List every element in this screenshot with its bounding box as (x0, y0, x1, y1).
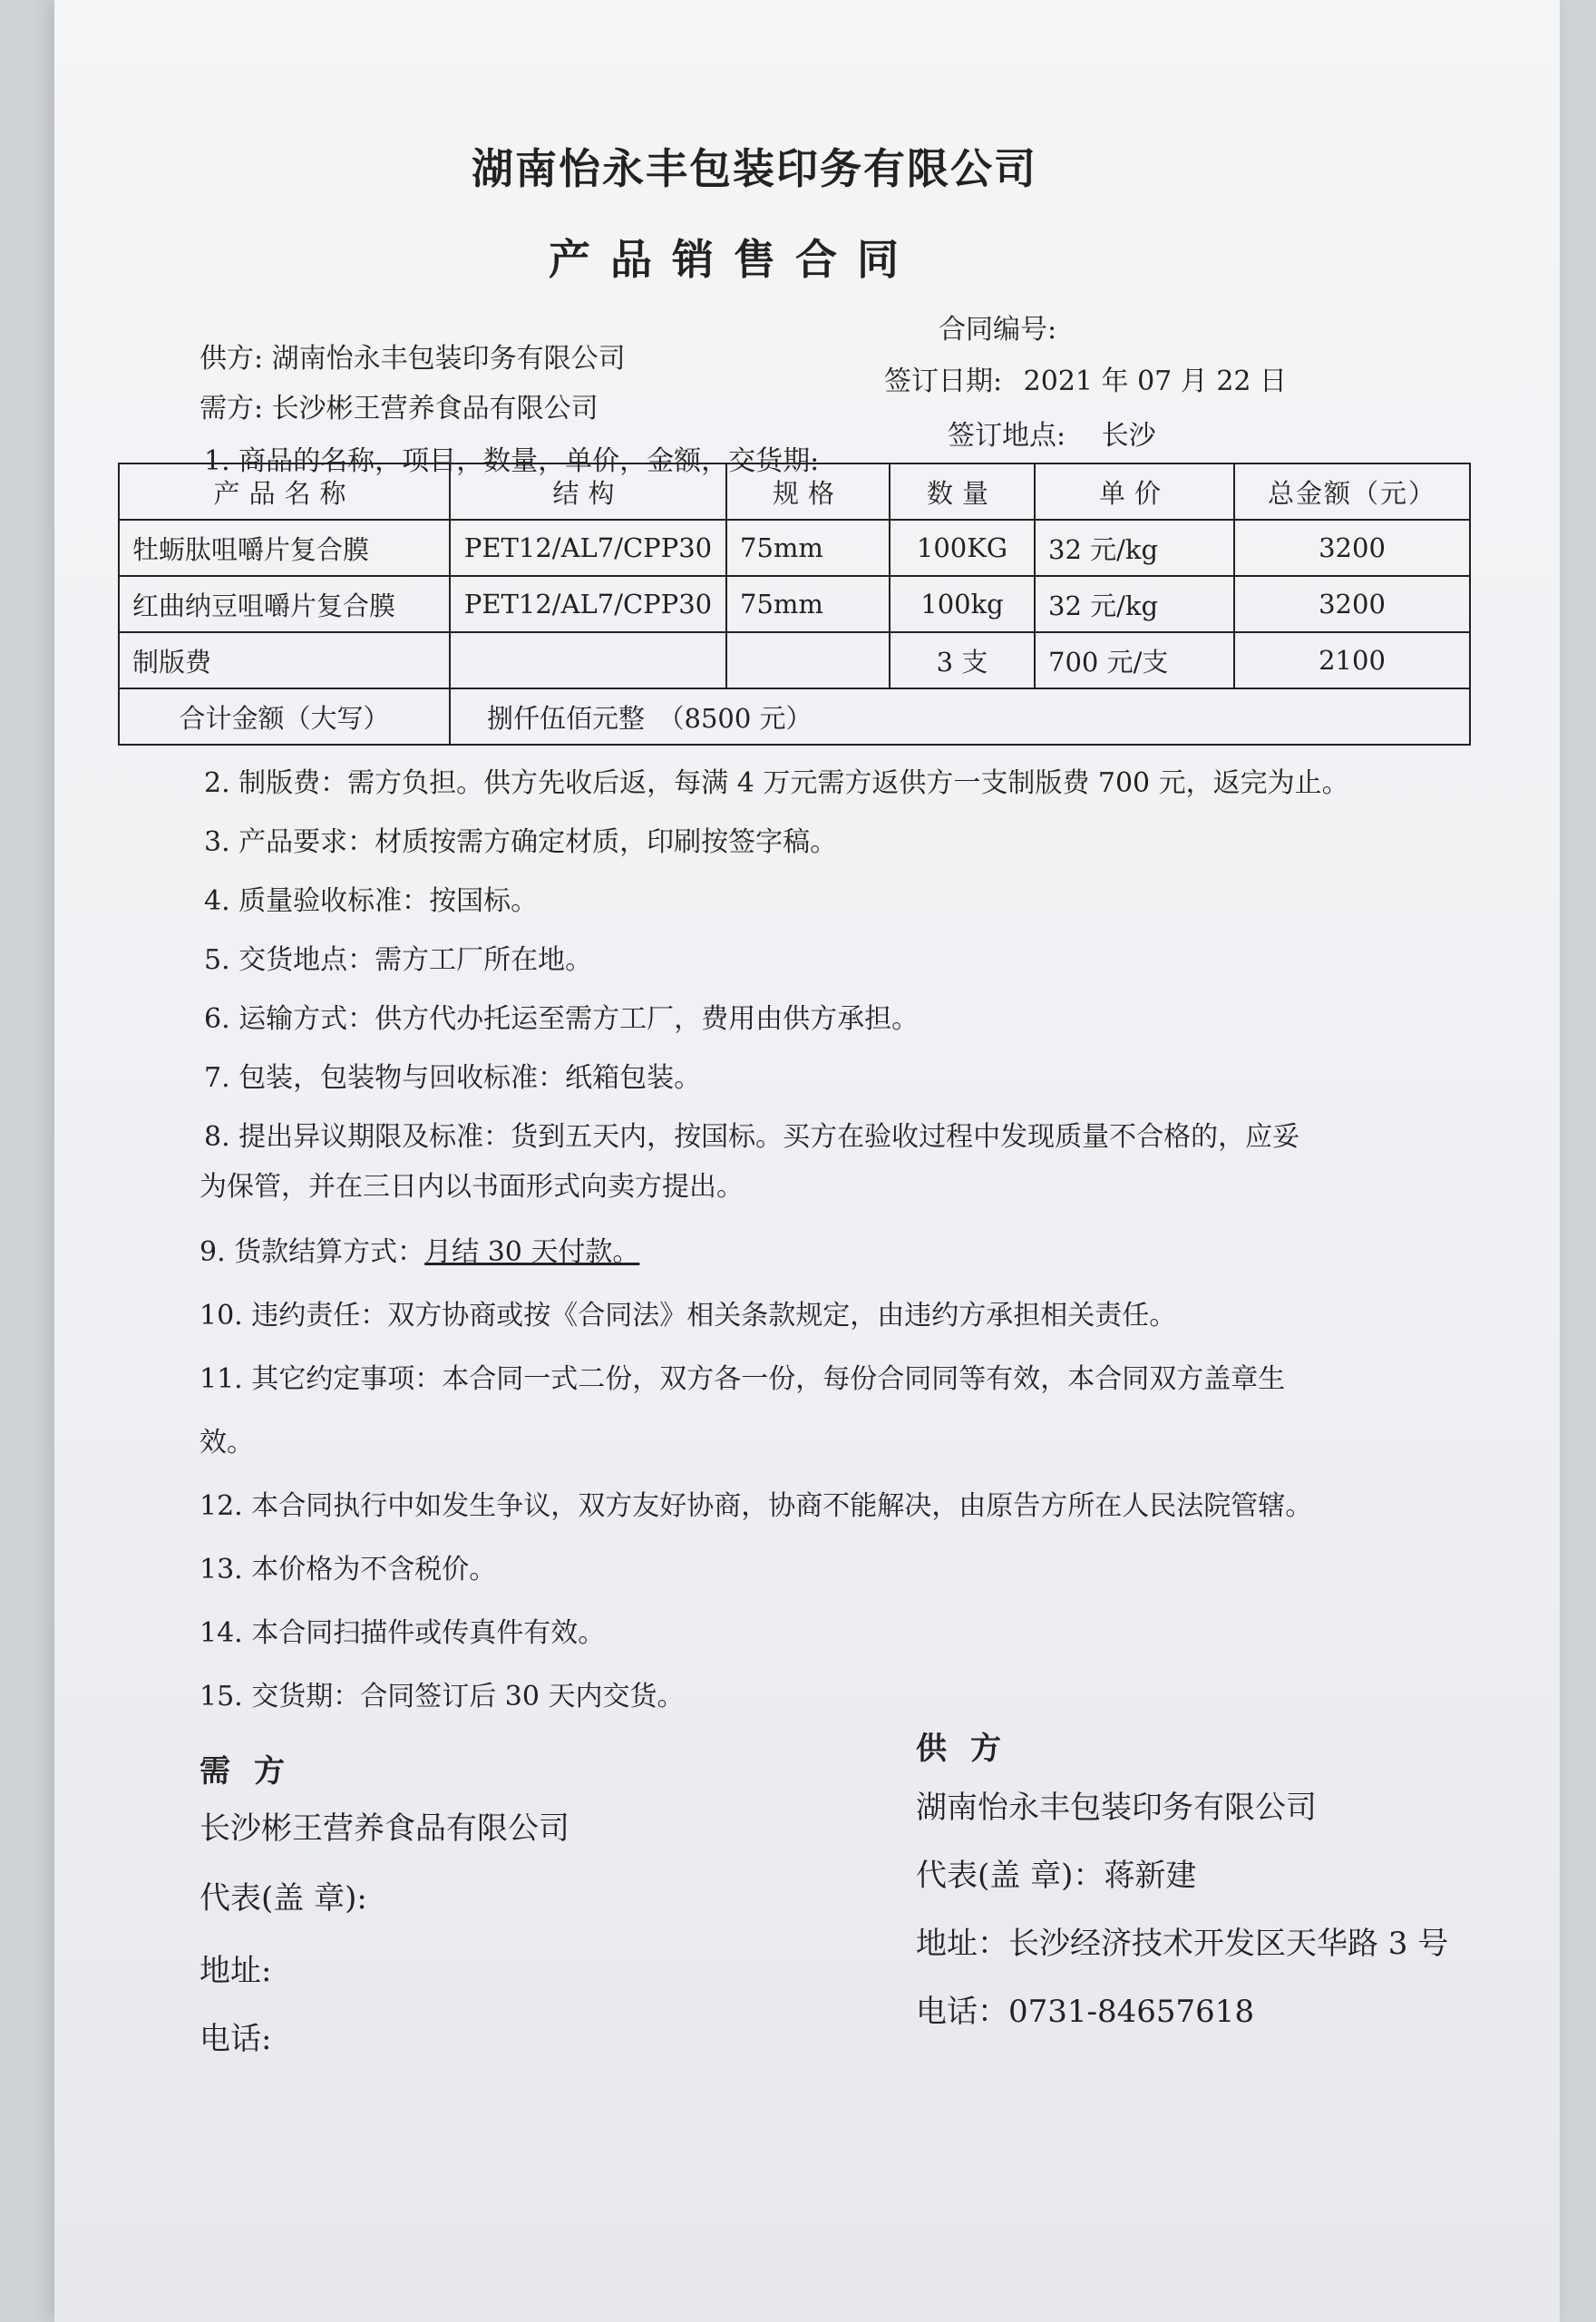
buyer-representative: 代表(盖 章): (200, 1880, 367, 1917)
total-label: 合计金额（大写） (119, 688, 450, 745)
clause-15: 15. 交货期：合同签订后 30 天内交货。 (200, 1681, 685, 1712)
table-total-row (119, 688, 1470, 745)
cell-quantity: 3 支 (890, 632, 1035, 688)
clause-9-prefix: 9. 货款结算方式： (200, 1236, 425, 1268)
supplier-address: 地址：长沙经济技术开发区天华路 3 号 (916, 1926, 1449, 1962)
supplier-name: 湖南怡永丰包装印务有限公司 (271, 343, 626, 375)
clause-13: 13. 本价格为不含税价。 (200, 1554, 497, 1585)
sign-date-label: 签订日期: (884, 366, 1003, 397)
document-title: 产品销售合同 (549, 235, 919, 284)
sign-date-line (884, 358, 1287, 398)
table-row (119, 576, 1470, 632)
cell-product: 牡蛎肽咀嚼片复合膜 (119, 520, 450, 576)
supplier-label: 供方: (200, 343, 264, 375)
table-row (119, 632, 1470, 688)
clause-14: 14. 本合同扫描件或传真件有效。 (200, 1617, 606, 1649)
cell-spec: 75mm (726, 576, 890, 632)
clause-7: 7. 包装，包装物与回收标准：纸箱包装。 (204, 1062, 702, 1094)
header-total-amount: 总金额（元） (1234, 463, 1470, 520)
cell-spec: 75mm (726, 520, 890, 576)
buyer-label: 需方: (200, 393, 264, 424)
clause-11-line-2: 效。 (200, 1427, 254, 1459)
clause-11-line-1: 11. 其它约定事项：本合同一式二份，双方各一份，每份合同同等有效，本合同双方盖章生 (200, 1363, 1286, 1395)
cell-quantity: 100KG (890, 520, 1035, 576)
sign-date-value: 2021 年 07 月 22 日 (1023, 366, 1288, 397)
supplier-line (200, 336, 626, 376)
cell-structure: PET12/AL7/CPP30 (450, 576, 726, 632)
clause-12: 12. 本合同执行中如发生争议，双方友好协商，协商不能解决，由原告方所在人民法院管辖。 (200, 1490, 1313, 1522)
cell-spec (726, 632, 890, 688)
clause-2: 2. 制版费：需方负担。供方先收后返，每满 4 万元需方返供方一支制版费 700 元，返完为止。 (204, 767, 1349, 799)
header-quantity: 数量 (890, 463, 1035, 520)
supplier-phone: 电话：0731-84657618 (916, 1994, 1255, 2030)
buyer-line (200, 385, 598, 425)
cell-unit-price: 32 元/kg (1035, 520, 1234, 576)
supplier-company: 湖南怡永丰包装印务有限公司 (916, 1790, 1317, 1826)
header-product-name: 产品名称 (119, 463, 450, 520)
buyer-address: 地址: (200, 1953, 272, 1989)
cell-structure (450, 632, 726, 688)
total-value: 捌仟伍佰元整 （8500 元） (450, 688, 1470, 745)
product-table (118, 463, 1471, 746)
cell-total: 3200 (1234, 576, 1470, 632)
cell-unit-price: 700 元/支 (1035, 632, 1234, 688)
buyer-name: 长沙彬王营养食品有限公司 (271, 393, 598, 424)
buyer-heading: 需方 (200, 1753, 308, 1790)
clause-3: 3. 产品要求：材质按需方确定材质，印刷按签字稿。 (204, 826, 838, 858)
buyer-phone: 电话: (200, 2021, 272, 2057)
cell-total: 3200 (1234, 520, 1470, 576)
clause-6: 6. 运输方式：供方代办托运至需方工厂，费用由供方承担。 (204, 1003, 920, 1035)
clause-9 (200, 1229, 639, 1269)
supplier-representative: 代表(盖 章)：蒋新建 (916, 1858, 1197, 1894)
cell-unit-price: 32 元/kg (1035, 576, 1234, 632)
clause-8-line-1: 8. 提出异议期限及标准：货到五天内，按国标。买方在验收过程中发现质量不合格的，应妥 (204, 1121, 1300, 1153)
table-header-row (119, 463, 1470, 520)
cell-total: 2100 (1234, 632, 1470, 688)
header-structure: 结构 (450, 463, 726, 520)
clause-10: 10. 违约责任：双方协商或按《合同法》相关条款规定，由违约方承担相关责任。 (200, 1300, 1177, 1332)
contract-no-label: 合同编号: (939, 314, 1057, 346)
sign-place-line (948, 413, 1156, 453)
header-unit-price: 单价 (1035, 463, 1234, 520)
sign-place-label: 签订地点: (948, 420, 1066, 452)
cell-product: 制版费 (119, 632, 450, 688)
cell-structure: PET12/AL7/CPP30 (450, 520, 726, 576)
sign-place-value: 长沙 (1101, 420, 1156, 452)
clause-1: 1. 商品的名称，项目，数量，单价，金额，交货期: (204, 445, 820, 477)
cell-quantity: 100kg (890, 576, 1035, 632)
company-title: 湖南怡永丰包装印务有限公司 (472, 144, 1037, 193)
contract-paper (54, 0, 1560, 2322)
clause-8-line-2: 为保管，并在三日内以书面形式向卖方提出。 (200, 1171, 744, 1203)
header-spec: 规格 (726, 463, 890, 520)
clause-4: 4. 质量验收标准：按国标。 (204, 885, 539, 917)
buyer-company: 长沙彬王营养食品有限公司 (200, 1810, 569, 1847)
clause-5: 5. 交货地点：需方工厂所在地。 (204, 944, 593, 976)
table-row (119, 520, 1470, 576)
clause-9-value: 月结 30 天付款。 (424, 1236, 640, 1268)
cell-product: 红曲纳豆咀嚼片复合膜 (119, 576, 450, 632)
supplier-heading: 供方 (916, 1731, 1025, 1767)
